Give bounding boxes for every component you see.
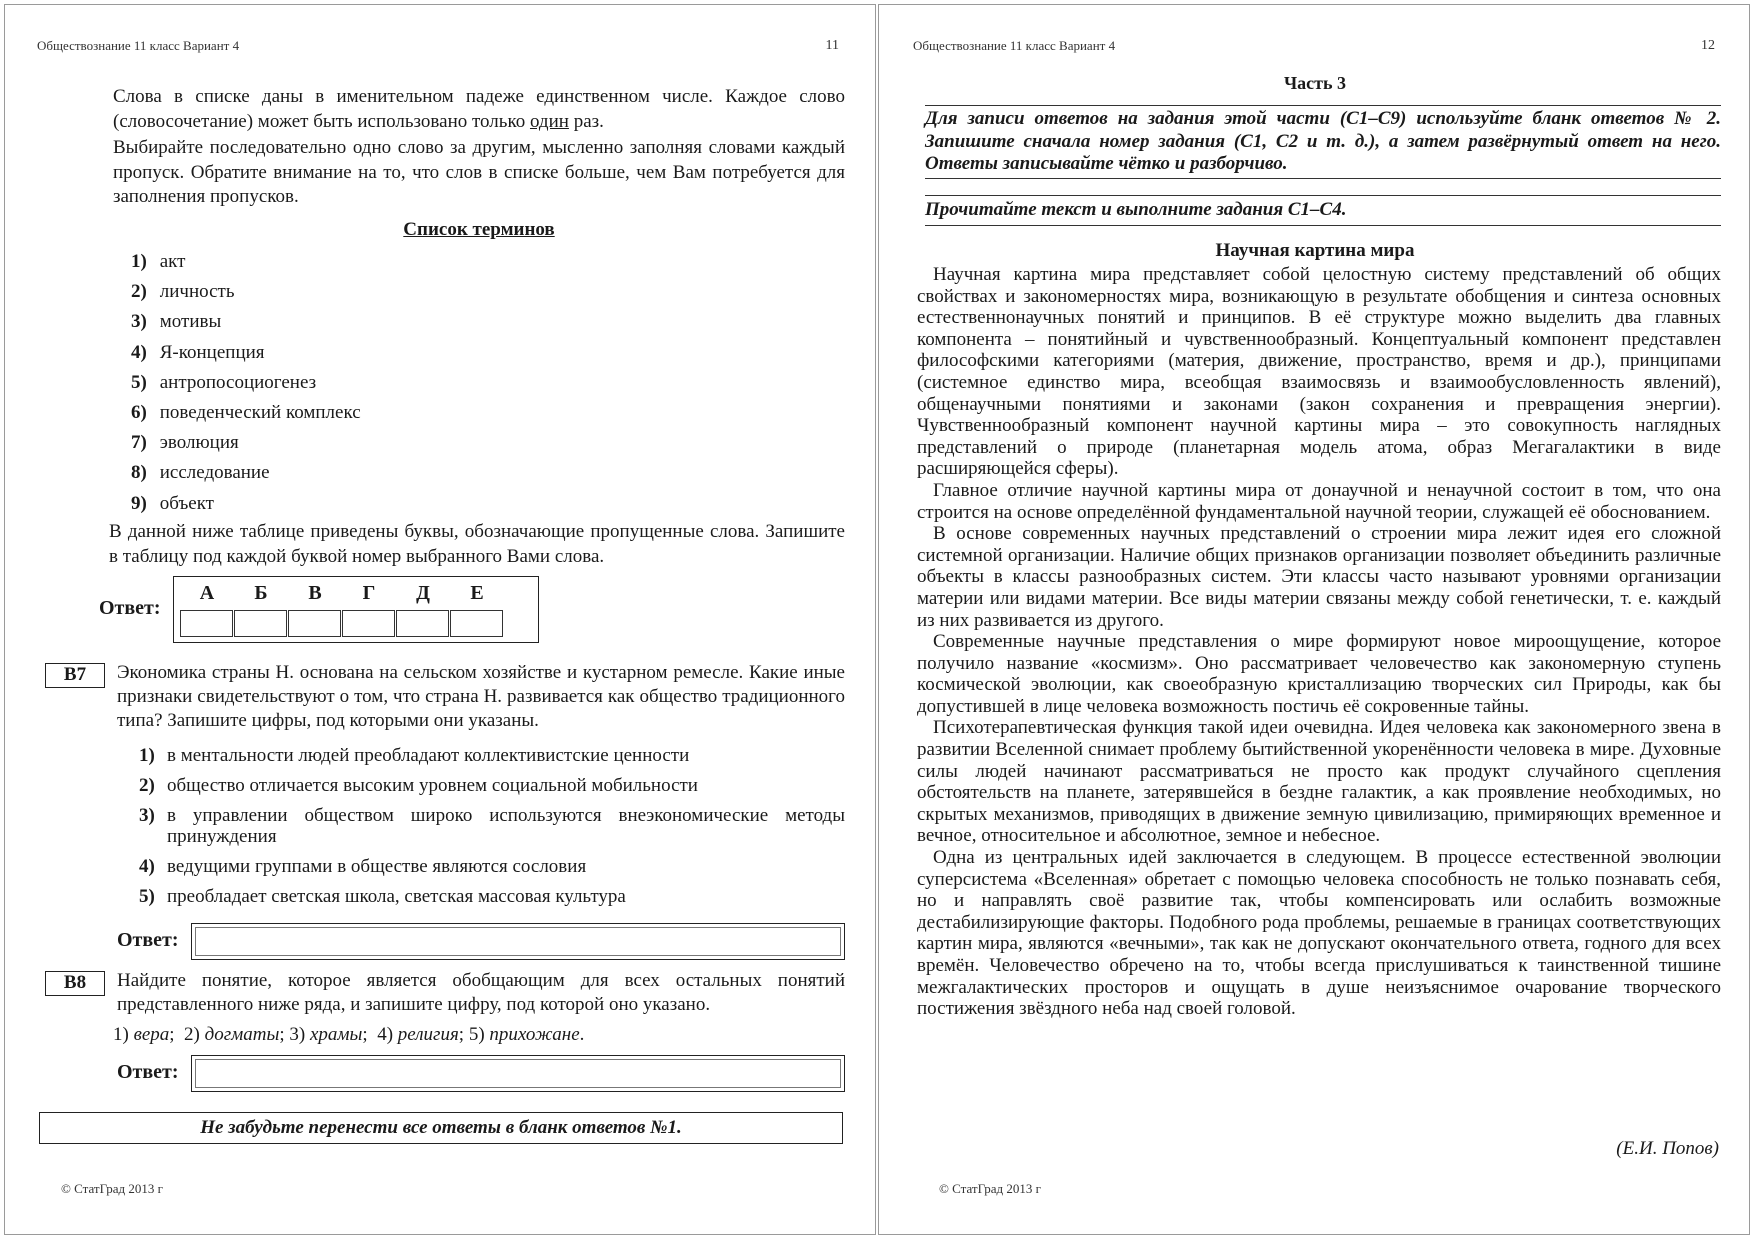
term-item bbox=[131, 277, 361, 307]
article-paragraph: Одна из центральных идей заключается в следующем. В процессе естественной эволюции суперсистема «Вселенная» обретает с помощью человека способность не только познавать себя, но и направлять своё развитие так, чтобы компенсировать или ослабить возможные дестабилизирующие факторы. Подобного рода проблемы, решаемые в границах соответствующих картин мира, являются «вечными», так как не допускают окончательного ответа, годного для всех времён. Человечество обречено на то, чтобы всегда прислушиваться к таинственной тишине межгалактических просторов и ощущать в душе неизъяснимое очарование творческого постижения звёздного неба над своей головой. bbox=[917, 847, 1721, 1020]
b8-item-text: догматы bbox=[204, 1024, 280, 1045]
term-text: объект bbox=[159, 492, 214, 514]
table-instructions: В данной ниже таблице приведены буквы, обозначающие пропущенные слова. Запишите в таблицу под каждой буквой номер выбранного Вами слова. bbox=[109, 521, 845, 567]
b8-item-text: прихожане bbox=[489, 1024, 580, 1045]
page-right bbox=[878, 4, 1750, 1235]
task-b8-answer-label: Ответ: bbox=[117, 1061, 179, 1083]
b8-item-number: 3) bbox=[289, 1024, 310, 1045]
b8-item-text: религия bbox=[397, 1024, 459, 1045]
term-text: Я-концепция bbox=[159, 341, 265, 363]
term-number: 7) bbox=[131, 432, 147, 454]
term-item bbox=[131, 247, 361, 277]
task-b7-answer-label: Ответ: bbox=[117, 929, 179, 951]
option-number: 5) bbox=[139, 886, 155, 907]
term-item bbox=[131, 428, 361, 458]
answer-letter: Д bbox=[416, 582, 430, 604]
term-item bbox=[131, 338, 361, 368]
term-number: 5) bbox=[131, 371, 147, 393]
answer-letter: Е bbox=[470, 582, 484, 604]
term-item bbox=[131, 368, 361, 398]
page-footer: © СтатГрад 2013 г bbox=[939, 1181, 1041, 1196]
divider bbox=[925, 195, 1721, 196]
read-task-instruction: Прочитайте текст и выполните задания С1–С4. bbox=[925, 199, 1347, 220]
intro-text: Слова в списке даны в именительном падеже единственном числе. Каждое слово (словосочетание) может быть использовано только bbox=[113, 86, 845, 132]
article-paragraph: Научная картина мира представляет собой целостную систему представлений об общих свойствах и закономерностях мира, возникающую в результате обобщения и синтеза основных естественнонаучных понятий и принципов. В её структуре можно выделить два главных компонента – понятийный и чувственнообразный. Концептуальный компонент представлен философскими категориями (материя, движение, пространство, время и др.), принципами (системное единство мира, всеобщая взаимосвязь и взаимообусловленность явлений), общенаучными понятиями и законами (закон сохранения и превращения энергии). Чувственнообразный компонент научной картины мира – это совокупность наглядных представлений о природе (планетарная модель атома, образ Мегагалактики в виде расширяющейся сферы). bbox=[917, 264, 1721, 480]
task-b7-text: Экономика страны Н. основана на сельском хозяйстве и кустарном ремесле. Какие иные признаки свидетельствуют о том, что страна Н. развивается как общество традиционного типа? Запишите цифры, под которыми они указаны. bbox=[117, 662, 845, 731]
option-text: в ментальности людей преобладают коллективистские ценности bbox=[167, 745, 690, 766]
answer-cell[interactable] bbox=[180, 610, 233, 637]
term-text: поведенческий комплекс bbox=[159, 401, 361, 423]
article-paragraph: В основе современных научных представлений о строении мира лежит идея его сложной системной организации. Наличие общих признаков организации позволяет объединить различные объекты в классы разнообразных систем. Эти классы часто называют уровнями организации материи или видами материи. Все виды материи связаны между собой генетически, т. е. каждый из них развивается из другого. bbox=[917, 523, 1721, 631]
divider bbox=[925, 178, 1721, 179]
page-footer: © СтатГрад 2013 г bbox=[61, 1181, 163, 1196]
option-number: 3) bbox=[139, 805, 155, 826]
article-body bbox=[917, 264, 1721, 1020]
b8-item-text: храмы bbox=[309, 1024, 363, 1045]
page-header: Обществознание 11 класс Вариант 4 bbox=[913, 38, 1116, 53]
answer-letter: Г bbox=[362, 582, 376, 604]
option-number: 4) bbox=[139, 856, 155, 877]
option-text: в управлении обществом широко используются внеэкономические методы принуждения bbox=[167, 805, 845, 847]
option-item bbox=[139, 886, 845, 916]
term-number: 2) bbox=[131, 281, 147, 303]
term-text: исследование bbox=[159, 462, 270, 484]
term-number: 3) bbox=[131, 311, 147, 333]
term-item bbox=[131, 307, 361, 337]
term-text: акт bbox=[159, 251, 186, 272]
answer-letter: А bbox=[199, 582, 215, 604]
answer-letter: В bbox=[308, 582, 322, 604]
b8-item-text: вера bbox=[133, 1024, 170, 1045]
task-b7-options bbox=[139, 745, 845, 916]
term-item bbox=[131, 489, 361, 519]
answer-cell[interactable] bbox=[450, 610, 503, 637]
task-b8-text: Найдите понятие, которое является обобщающим для всех остальных понятий представленного ниже ряда, и запишите цифру, под которой оно указано. bbox=[117, 970, 845, 1015]
b8-item-number: 1) bbox=[113, 1024, 134, 1045]
task-code-b8: В8 bbox=[45, 971, 105, 996]
b8-item-separator: ; bbox=[279, 1024, 290, 1045]
intro-paragraph-2: Выбирайте последовательно одно слово за другим, мысленно заполняя словами каждый пропуск. Обратите внимание на то, что слов в списке больше, чем Вам потребуется для заполнения пропусков. bbox=[113, 137, 845, 207]
answer-table bbox=[173, 576, 539, 643]
option-number: 1) bbox=[139, 745, 155, 766]
term-number: 4) bbox=[131, 341, 147, 363]
task-code-b7: В7 bbox=[45, 663, 105, 688]
answer-table-letters bbox=[174, 580, 538, 606]
b8-item-separator: ; bbox=[169, 1024, 185, 1045]
b8-item-number: 2) bbox=[184, 1024, 205, 1045]
option-item bbox=[139, 856, 845, 886]
b8-item-number: 5) bbox=[468, 1024, 490, 1045]
option-item bbox=[139, 805, 845, 856]
page-number: 11 bbox=[825, 38, 839, 53]
divider bbox=[925, 105, 1721, 106]
b8-item-number: 4) bbox=[377, 1024, 398, 1045]
term-text: эволюция bbox=[159, 432, 239, 454]
b8-item-separator: ; bbox=[458, 1024, 469, 1045]
term-number: 6) bbox=[131, 401, 147, 423]
page-number: 12 bbox=[1701, 38, 1715, 53]
intro-text-end: раз. bbox=[568, 110, 604, 132]
divider bbox=[925, 225, 1721, 226]
answer-cell[interactable] bbox=[342, 610, 395, 637]
part-instructions: Для записи ответов на задания этой части (С1–С9) используйте бланк ответов № 2. Запишите сначала номер задания (С1, С2 и т. д.), а затем развёрнутый ответ на него. Ответы записывайте чётко и разборчиво. bbox=[925, 108, 1721, 174]
answer-label: Ответ: bbox=[99, 597, 161, 619]
term-number: 9) bbox=[131, 492, 147, 514]
term-item bbox=[131, 458, 361, 488]
b8-item-separator: ; bbox=[362, 1024, 378, 1045]
term-number: 8) bbox=[131, 462, 147, 484]
text-author: (Е.И. Попов) bbox=[1616, 1138, 1719, 1159]
option-item bbox=[139, 775, 845, 805]
task-b8-items bbox=[113, 1023, 841, 1047]
option-number: 2) bbox=[139, 775, 155, 796]
page-left bbox=[4, 4, 876, 1235]
terms-title: Список терминов bbox=[403, 219, 555, 240]
term-number: 1) bbox=[131, 251, 147, 272]
b8-item-separator: . bbox=[579, 1024, 585, 1045]
option-text: ведущими группами в обществе являются сословия bbox=[167, 856, 587, 877]
article-paragraph: Главное отличие научной картины мира от донаучной и ненаучной состоит в том, что она строится на основе определённой фундаментальной научной теории, служащей её обоснованием. bbox=[917, 479, 1721, 523]
article-paragraph: Психотерапевтическая функция такой идеи очевидна. Идея человека как закономерного звена в развитии Вселенной снимает проблему бытийственной укоренённости человека в мире. Духовные силы людей начинают рассматриваться не просто как продукт случайного сцепления обстоятельств на планете, затерявшейся в бездне галактик, а как проявление необходимых, но скрытых механизмов, приводящих в движение земную цивилизацию, примиряющих временное и вечное, относительное и абсолютное, земное и небесное. bbox=[917, 717, 1721, 847]
term-item bbox=[131, 398, 361, 428]
task-b7-answer-field[interactable] bbox=[191, 923, 845, 960]
intro-underlined: один bbox=[529, 110, 569, 132]
term-text: мотивы bbox=[159, 311, 222, 333]
answer-cell[interactable] bbox=[234, 610, 287, 637]
term-text: личность bbox=[159, 281, 235, 303]
task-b8-answer-field[interactable] bbox=[191, 1055, 845, 1092]
term-text: антропосоциогенез bbox=[159, 371, 317, 393]
answer-cell[interactable] bbox=[396, 610, 449, 637]
option-text: преобладает светская школа, светская массовая культура bbox=[167, 886, 626, 907]
text-title: Научная картина мира bbox=[1215, 240, 1415, 261]
terms-list bbox=[131, 247, 361, 519]
article-paragraph: Современные научные представления о мире формируют новое мироощущение, которое получило название «космизм». Оно рассматривает человечество как закономерную ступень космической эволюции, как своеобразную кристаллизацию творческих сил Природы, как бы допустившей в лице человека возможность постичь её сокровенные тайны. bbox=[917, 631, 1721, 717]
option-text: общество отличается высоким уровнем социальной мобильности bbox=[167, 775, 698, 796]
intro-paragraph bbox=[113, 85, 845, 134]
answer-cell[interactable] bbox=[288, 610, 341, 637]
option-item bbox=[139, 745, 845, 775]
page-header: Обществознание 11 класс Вариант 4 bbox=[37, 38, 240, 53]
part-title: Часть 3 bbox=[1283, 73, 1347, 93]
answer-letter: Б bbox=[254, 582, 268, 604]
reminder-banner: Не забудьте перенести все ответы в бланк ответов №1. bbox=[39, 1112, 843, 1144]
